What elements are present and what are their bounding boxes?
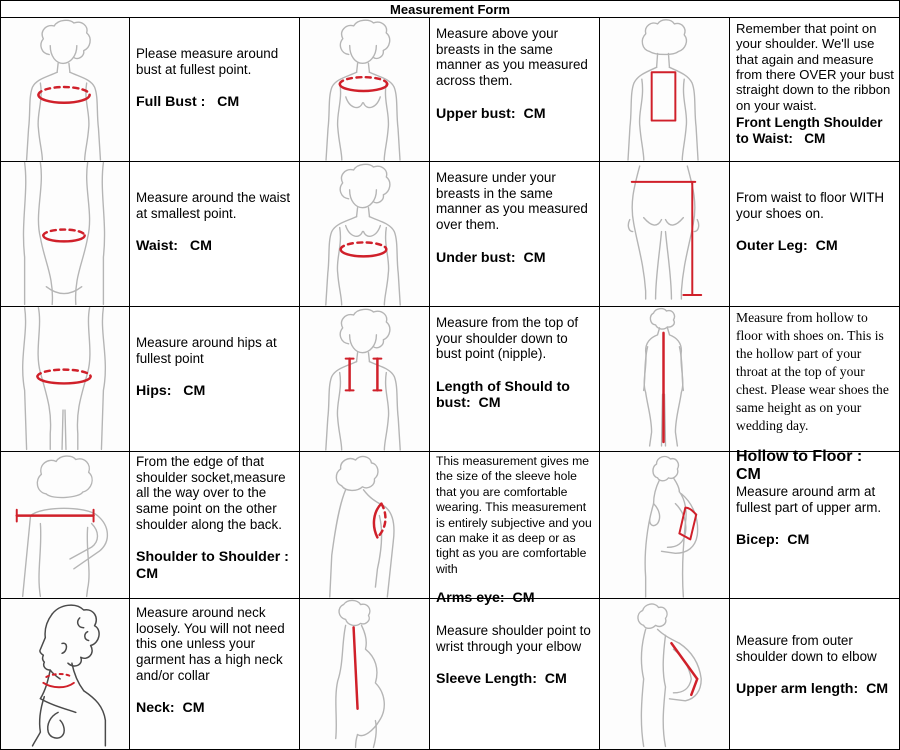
bicep-figure bbox=[600, 452, 730, 599]
figure-upper-arm-sketch bbox=[600, 599, 729, 749]
hips-cell bbox=[130, 307, 300, 452]
arms-eye-description: This measurement gives me the size of the sleeve hole that you are comfortable wearing. This measurement is entirely subjective and you can make it as deep or as tight as you are comfortable with bbox=[436, 454, 596, 576]
sleeve-length-description: Measure shoulder point to wrist through your elbow bbox=[436, 623, 595, 654]
hips-description: Measure around hips at fullest point bbox=[136, 335, 281, 366]
arms-eye-label: Arms eye: CM bbox=[436, 590, 535, 606]
full-bust-cell bbox=[130, 18, 300, 162]
upper-arm-length-description: Measure from outer shoulder down to elbow bbox=[736, 633, 877, 664]
full-bust-description: Please measure around bust at fullest point. bbox=[136, 46, 282, 77]
shoulder-to-shoulder-cell bbox=[130, 452, 300, 599]
neck-description: Measure around neck loosely. You will not need this one unless your garment has a high neck and/or collar bbox=[136, 605, 289, 683]
waist-label: Waist: CM bbox=[136, 238, 212, 255]
measurement-table bbox=[1, 18, 899, 749]
woman-front-bust-sketch bbox=[1, 18, 129, 161]
upper-arm-length-figure bbox=[600, 599, 730, 749]
sleeve-length-cell bbox=[430, 599, 600, 749]
woman-back-shoulders-sketch bbox=[1, 452, 129, 598]
shoulder-to-shoulder-description: From the edge of that shoulder socket,measure all the way over to the same point on the other shoulder along the back. bbox=[136, 454, 290, 532]
under-bust-description: Measure under your breasts in the same manner as you measured over them. bbox=[436, 170, 592, 233]
upper-arm-length-label: Upper arm length: CM bbox=[736, 681, 889, 698]
bicep-cell bbox=[730, 452, 899, 599]
under-bust-label: Under bust: CM bbox=[436, 249, 546, 266]
side-figure-bicep-sketch bbox=[600, 452, 729, 598]
woman-front-upper-bust-sketch bbox=[300, 18, 429, 161]
profile-neck-sketch bbox=[1, 599, 129, 749]
arms-eye-cell bbox=[430, 452, 600, 606]
full-bust-figure bbox=[1, 18, 130, 162]
hollow-to-floor-figure bbox=[600, 307, 730, 452]
shoulder-to-bust-figure bbox=[300, 307, 430, 452]
waist-cell bbox=[130, 162, 300, 307]
hips-figure bbox=[1, 307, 130, 452]
hollow-to-floor-description: Measure from hollow to floor with shoes on. This is the hollow part of your throat at the top of your chest. Please wear shoes the same height as on your wedding day. bbox=[736, 310, 893, 433]
armhole-sketch bbox=[300, 452, 429, 598]
upper-bust-label: Upper bust: CM bbox=[436, 105, 546, 122]
under-bust-cell bbox=[430, 162, 600, 307]
hips-label: Hips: CM bbox=[136, 383, 206, 400]
upper-bust-cell bbox=[430, 18, 600, 162]
neck-cell bbox=[130, 599, 300, 749]
woman-front-under-bust-sketch bbox=[300, 162, 429, 306]
hollow-to-floor-label: Hollow to Floor : CM bbox=[736, 447, 872, 483]
page-title: Measurement Form bbox=[1, 1, 899, 18]
front-length-label: Front Length Shoulder to Waist: CM bbox=[736, 114, 887, 146]
torso-hips-sketch bbox=[1, 307, 129, 451]
bicep-description: Measure around arm at fullest part of upper arm. bbox=[736, 484, 882, 515]
length-shoulder-bust-label: Length of Should to bust: CM bbox=[436, 379, 574, 412]
woman-back-shoulder-waist-sketch bbox=[600, 18, 729, 161]
legs-back-sketch bbox=[600, 162, 729, 306]
shoulder-to-shoulder-figure bbox=[1, 452, 130, 599]
shoulder-to-shoulder-label: Shoulder to Shoulder : CM bbox=[136, 549, 293, 582]
front-length-cell bbox=[730, 18, 899, 162]
standing-figure-sketch bbox=[600, 307, 729, 451]
waist-description: Measure around the waist at smallest point. bbox=[136, 190, 294, 221]
upper-bust-figure bbox=[300, 18, 430, 162]
torso-waist-sketch bbox=[1, 162, 129, 306]
outer-leg-figure bbox=[600, 162, 730, 307]
back-figure-sleeve-sketch bbox=[300, 599, 429, 749]
front-length-shoulder-to-waist-figure bbox=[600, 18, 730, 162]
outer-leg-label: Outer Leg: CM bbox=[736, 238, 838, 255]
sleeve-length-label: Sleeve Length: CM bbox=[436, 671, 567, 688]
arms-eye-figure bbox=[300, 452, 430, 599]
neck-figure bbox=[1, 599, 130, 749]
outer-leg-description: From waist to floor WITH your shoes on. bbox=[736, 190, 888, 221]
woman-shoulder-to-bust-sketch bbox=[300, 307, 429, 451]
length-shoulder-bust-cell bbox=[430, 307, 600, 452]
outer-leg-cell bbox=[730, 162, 899, 307]
under-bust-figure bbox=[300, 162, 430, 307]
upper-bust-description: Measure above your breasts in the same manner as you measured across them. bbox=[436, 26, 592, 89]
sleeve-length-figure bbox=[300, 599, 430, 749]
length-shoulder-bust-description: Measure from the top of your shoulder down to bust point (nipple). bbox=[436, 315, 582, 362]
hollow-to-floor-cell bbox=[730, 307, 899, 483]
bicep-label: Bicep: CM bbox=[736, 532, 810, 549]
front-length-description: Remember that point on your shoulder. We'll use that again and measure from there OVER your bust straight down to the ribbon on your waist. bbox=[736, 21, 898, 113]
waist-figure bbox=[1, 162, 130, 307]
full-bust-label: Full Bust : CM bbox=[136, 94, 240, 111]
neck-label: Neck: CM bbox=[136, 700, 205, 717]
upper-arm-length-cell bbox=[730, 599, 899, 749]
